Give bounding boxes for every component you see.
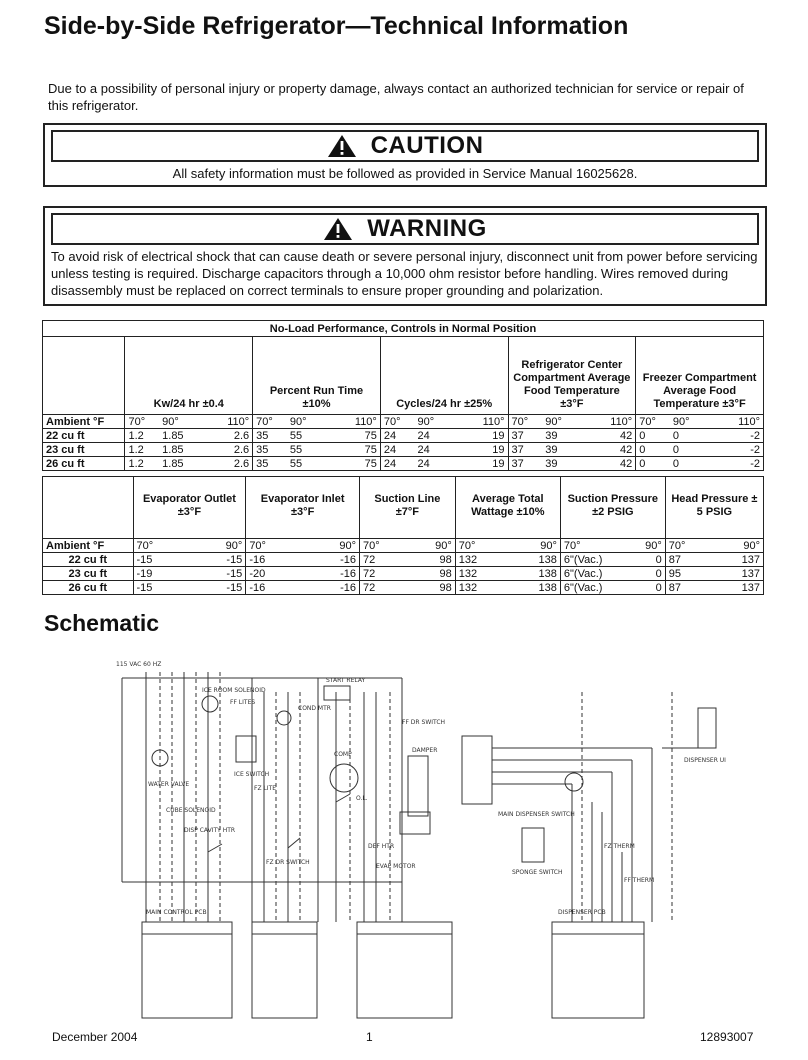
- schematic-label: START RELAY: [326, 677, 366, 684]
- wiring-schematic: [112, 652, 762, 1022]
- table-cell: 19: [459, 457, 508, 471]
- table-cell: 35: [253, 457, 287, 471]
- table-cell: 24: [415, 443, 459, 457]
- ambient-cell: 90°: [296, 539, 359, 553]
- table2-header: Evaporator Outlet ±3°F: [133, 477, 246, 539]
- no-load-performance-table: [42, 320, 764, 471]
- table1-corner: [43, 337, 125, 415]
- row-label: 26 cu ft: [43, 581, 134, 595]
- table2-header: Suction Pressure ±2 PSIG: [560, 477, 665, 539]
- table-cell: 42: [586, 429, 635, 443]
- table-cell: 1.85: [159, 457, 203, 471]
- table-cell: 137: [698, 567, 763, 581]
- ambient-cell: 110°: [203, 415, 252, 429]
- table2-header: Evaporator Inlet ±3°F: [246, 477, 360, 539]
- row-label: 22 cu ft: [43, 553, 134, 567]
- table-cell: 6"(Vac.): [560, 567, 632, 581]
- schematic-label: FZ DR SWITCH: [266, 859, 310, 866]
- table-cell: -15: [133, 553, 183, 567]
- table-cell: 0: [636, 429, 670, 443]
- row-label: 26 cu ft: [43, 457, 125, 471]
- table-cell: 6"(Vac.): [560, 553, 632, 567]
- table-cell: 0: [670, 457, 714, 471]
- table-cell: 19: [459, 443, 508, 457]
- table-cell: 42: [586, 457, 635, 471]
- table-cell: 75: [331, 443, 380, 457]
- table-cell: 138: [505, 567, 560, 581]
- table-cell: 6"(Vac.): [560, 581, 632, 595]
- table-cell: -16: [246, 553, 296, 567]
- ambient-cell: 110°: [331, 415, 380, 429]
- table-cell: 98: [409, 553, 455, 567]
- table-cell: 0: [636, 443, 670, 457]
- schematic-title: Schematic: [44, 610, 160, 636]
- schematic-label: MAIN CONTROL PCB: [146, 909, 207, 916]
- table-cell: -20: [246, 567, 296, 581]
- intro-text: Due to a possibility of personal injury or property damage, always contact an authorized technician for service or repair of this refrigerator.: [48, 81, 744, 113]
- table-cell: 24: [380, 457, 414, 471]
- row-label: 23 cu ft: [43, 443, 125, 457]
- ambient-cell: 90°: [183, 539, 246, 553]
- schematic-label: DISP CAVITY HTR: [184, 827, 236, 834]
- table-cell: 1.2: [125, 443, 159, 457]
- ambient-cell: 70°: [636, 415, 670, 429]
- ambient-cell: 70°: [508, 415, 542, 429]
- table-cell: -19: [133, 567, 183, 581]
- table-cell: 132: [455, 553, 505, 567]
- ambient-cell: 70°: [133, 539, 183, 553]
- table-cell: 1.2: [125, 429, 159, 443]
- schematic-label: CUBE SOLENOID: [166, 807, 216, 814]
- table-cell: -16: [296, 581, 359, 595]
- table2-header: Average Total Wattage ±10%: [455, 477, 560, 539]
- table1-header: Freezer Compartment Average Food Temperature ±3°F: [636, 337, 764, 415]
- table-cell: 0: [632, 553, 665, 567]
- table-cell: 24: [380, 443, 414, 457]
- schematic-label: COND MTR: [298, 705, 331, 712]
- table-cell: -15: [133, 581, 183, 595]
- table-cell: 95: [665, 567, 698, 581]
- table-cell: -15: [183, 581, 246, 595]
- table-cell: 0: [632, 567, 665, 581]
- table-cell: -16: [296, 567, 359, 581]
- table-row: [43, 567, 764, 581]
- row-label: 22 cu ft: [43, 429, 125, 443]
- caution-heading-bar: [51, 130, 759, 162]
- table-cell: 72: [360, 581, 410, 595]
- table-cell: 55: [287, 429, 331, 443]
- table-cell: -15: [183, 567, 246, 581]
- footer-date: December 2004: [52, 1030, 138, 1044]
- ambient-cell: 70°: [360, 539, 410, 553]
- warning-triangle-icon: [323, 217, 353, 241]
- table-cell: -2: [714, 429, 763, 443]
- schematic-label: FF THERM: [624, 877, 655, 884]
- warning-triangle-icon: [327, 134, 357, 158]
- table-cell: 24: [415, 429, 459, 443]
- table1-header: Refrigerator Center Compartment Average Food Temperature ±3°F: [508, 337, 636, 415]
- schematic-label: SPONGE SWITCH: [512, 869, 563, 876]
- table-cell: 75: [331, 457, 380, 471]
- schematic-label: FF LITES: [230, 699, 256, 706]
- warning-heading-bar: [51, 213, 759, 245]
- ambient-cell: 90°: [409, 539, 455, 553]
- table1-header: Cycles/24 hr ±25%: [380, 337, 508, 415]
- table-cell: 75: [331, 429, 380, 443]
- table-cell: 138: [505, 581, 560, 595]
- ambient-cell: 90°: [287, 415, 331, 429]
- schematic-label: DAMPER: [412, 747, 438, 754]
- ambient-cell: 70°: [560, 539, 632, 553]
- table1-header: Percent Run Time ±10%: [253, 337, 381, 415]
- table-cell: 132: [455, 567, 505, 581]
- table-cell: 1.85: [159, 429, 203, 443]
- table-cell: -2: [714, 443, 763, 457]
- table-cell: 0: [670, 429, 714, 443]
- caution-box: [43, 123, 767, 187]
- schematic-label: FZ THERM: [604, 843, 635, 850]
- ambient-cell: 70°: [455, 539, 505, 553]
- ambient-cell: 70°: [253, 415, 287, 429]
- table-cell: 1.2: [125, 457, 159, 471]
- table-cell: 39: [542, 429, 586, 443]
- table-cell: 37: [508, 429, 542, 443]
- footer-page-number: 1: [366, 1030, 373, 1044]
- table-cell: 0: [632, 581, 665, 595]
- table-cell: 1.85: [159, 443, 203, 457]
- table-cell: 0: [670, 443, 714, 457]
- table-cell: 0: [636, 457, 670, 471]
- schematic-label: FZ LITE: [254, 785, 277, 792]
- table-cell: 55: [287, 443, 331, 457]
- table-cell: -15: [183, 553, 246, 567]
- table2-header: Head Pressure ± 5 PSIG: [665, 477, 763, 539]
- page-title: Side-by-Side Refrigerator—Technical Information: [44, 12, 629, 40]
- table-cell: 98: [409, 567, 455, 581]
- schematic-label: O.L.: [356, 795, 368, 802]
- ambient-cell: 110°: [714, 415, 763, 429]
- table-cell: 39: [542, 443, 586, 457]
- table-cell: 35: [253, 443, 287, 457]
- table-cell: 24: [380, 429, 414, 443]
- table-row: [43, 429, 764, 443]
- schematic-label: DISPENSER PCB: [558, 909, 606, 916]
- footer-document-code: 12893007: [700, 1030, 754, 1044]
- evaporator-pressure-table: [42, 476, 764, 595]
- ambient-cell: 90°: [159, 415, 203, 429]
- ambient-cell: 70°: [665, 539, 698, 553]
- ambient-cell: 90°: [505, 539, 560, 553]
- table-cell: 39: [542, 457, 586, 471]
- table-cell: 2.6: [203, 429, 252, 443]
- schematic-label: DEF HTR: [368, 843, 395, 850]
- table2-header: Suction Line ±7°F: [360, 477, 456, 539]
- schematic-label: ICE SWITCH: [234, 771, 270, 778]
- table-cell: 98: [409, 581, 455, 595]
- schematic-label: ICE ROOM SOLENOID: [202, 687, 266, 694]
- ambient-cell: 70°: [246, 539, 296, 553]
- ambient-cell: 70°: [380, 415, 414, 429]
- table-row: [43, 443, 764, 457]
- ambient-label: Ambient °F: [43, 415, 125, 429]
- table-row: [43, 581, 764, 595]
- schematic-label: FF DR SWITCH: [402, 719, 446, 726]
- table1-title: No-Load Performance, Controls in Normal Position: [43, 321, 764, 337]
- row-label: 23 cu ft: [43, 567, 134, 581]
- ambient-label: Ambient °F: [43, 539, 134, 553]
- schematic-label: MAIN DISPENSER SWITCH: [498, 811, 575, 818]
- table-cell: 2.6: [203, 443, 252, 457]
- ambient-cell: 90°: [632, 539, 665, 553]
- warning-box: [43, 206, 767, 306]
- table-cell: 87: [665, 553, 698, 567]
- caution-heading: CAUTION: [370, 132, 484, 159]
- table-cell: 19: [459, 429, 508, 443]
- table-cell: 132: [455, 581, 505, 595]
- table-cell: 137: [698, 581, 763, 595]
- warning-text: To avoid risk of electrical shock that can cause death or severe personal injury, disconnect unit from power before servicing unless testing is required. Discharge capacitors through a 10,000 ohm resistor before handling. Wires removed during disassembly must be replaced on correct terminals to ensure proper grounding and polarization.: [51, 249, 758, 298]
- table-cell: 55: [287, 457, 331, 471]
- ambient-cell: 110°: [459, 415, 508, 429]
- table-cell: -16: [246, 581, 296, 595]
- table1-header: Kw/24 hr ±0.4: [125, 337, 253, 415]
- schematic-label: EVAP MOTOR: [376, 863, 416, 870]
- table-cell: 37: [508, 457, 542, 471]
- table-cell: 42: [586, 443, 635, 457]
- table-cell: 37: [508, 443, 542, 457]
- schematic-voltage-label: 115 VAC 60 HZ: [116, 661, 162, 668]
- schematic-label: WATER VALVE: [148, 781, 190, 788]
- ambient-cell: 90°: [542, 415, 586, 429]
- table-row: [43, 553, 764, 567]
- table-cell: 72: [360, 567, 410, 581]
- table-cell: 24: [415, 457, 459, 471]
- table-cell: 72: [360, 553, 410, 567]
- table-cell: -2: [714, 457, 763, 471]
- ambient-cell: 90°: [698, 539, 763, 553]
- table-cell: 137: [698, 553, 763, 567]
- table-cell: -16: [296, 553, 359, 567]
- table-cell: 87: [665, 581, 698, 595]
- table-cell: 35: [253, 429, 287, 443]
- schematic-label: COMP: [334, 751, 352, 758]
- table-row: [43, 457, 764, 471]
- table-cell: 2.6: [203, 457, 252, 471]
- table2-corner: [43, 477, 134, 539]
- schematic-label: DISPENSER UI: [684, 757, 726, 764]
- ambient-cell: 70°: [125, 415, 159, 429]
- table-cell: 138: [505, 553, 560, 567]
- ambient-cell: 90°: [670, 415, 714, 429]
- ambient-cell: 90°: [415, 415, 459, 429]
- warning-heading: WARNING: [367, 215, 487, 242]
- ambient-cell: 110°: [586, 415, 635, 429]
- caution-text: All safety information must be followed as provided in Service Manual 16025628.: [172, 166, 638, 181]
